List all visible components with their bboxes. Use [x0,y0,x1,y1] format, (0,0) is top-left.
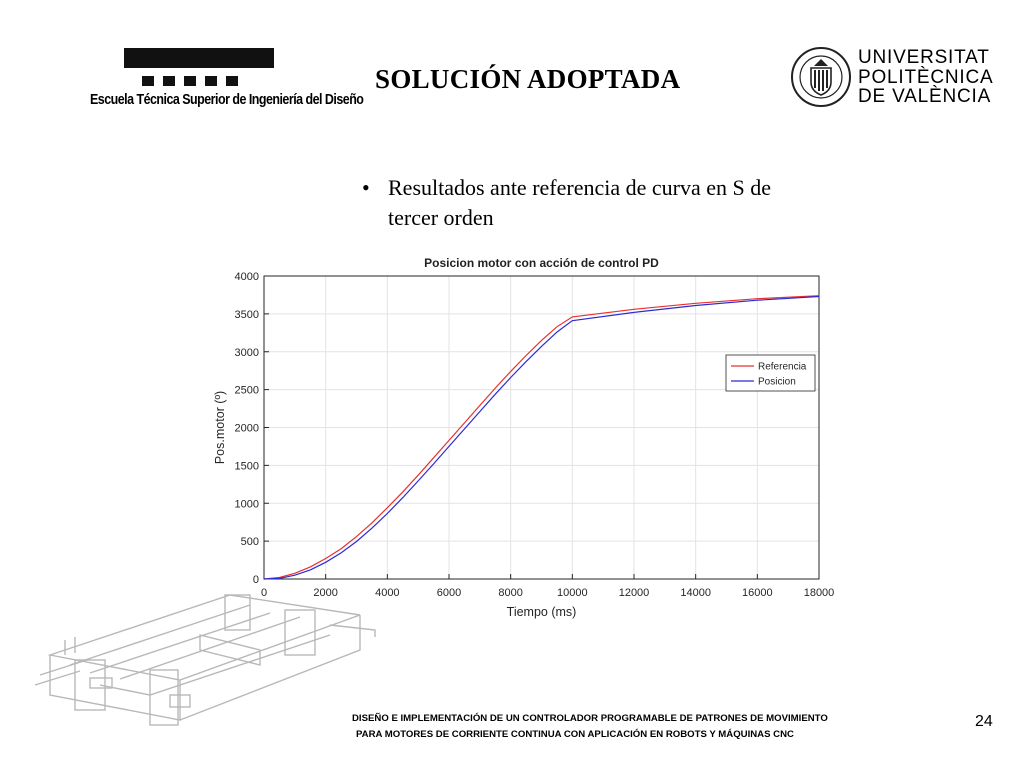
y-tick-label: 1000 [234,498,259,511]
chart-title: Posicion motor con acción de control PD [424,256,659,270]
y-tick-label: 0 [252,574,259,586]
school-logo-dots [142,76,238,86]
x-tick-label: 14000 [680,587,711,599]
footer-line-2: PARA MOTORES DE CORRIENTE CONTINUA CON APLICACIÓN EN ROBOTS Y MÁQUINAS CNC [356,729,794,740]
legend-label: Posicion [758,376,796,388]
x-tick-label: 6000 [436,587,462,599]
chart-y-axis-label: Pos.motor (º) [213,390,227,465]
legend-label: Referencia [758,361,807,373]
school-logo [90,46,364,116]
y-tick-label: 1500 [234,460,259,473]
x-tick-label: 16000 [742,587,773,599]
x-tick-label: 8000 [498,587,523,599]
page-number: 24 [975,713,993,730]
y-tick-label: 500 [240,536,259,549]
footer-line-1: DISEÑO E IMPLEMENTACIÓN DE UN CONTROLADOR PROGRAMABLE DE PATRONES DE MOVIMIENTO [352,713,828,724]
university-line-3: DE VALÈNCIA [858,86,992,107]
university-seal-icon [790,46,852,108]
bullet-dot-icon: • [362,175,370,200]
university-line-2: POLITÈCNICA [858,66,994,88]
school-name: Escuela Técnica Superior de Ingeniería del Diseño [90,92,364,108]
y-tick-label: 2000 [234,422,259,435]
x-tick-label: 2000 [313,587,338,599]
chart-x-axis-label: Tiempo (ms) [506,605,577,619]
x-tick-label: 4000 [375,587,400,599]
chart-grid [264,276,819,579]
chart-legend [726,355,815,391]
slide-title: SOLUCIÓN ADOPTADA [375,64,681,94]
y-tick-label: 2500 [234,384,259,397]
position-chart [200,248,850,628]
x-tick-label: 12000 [618,587,650,599]
x-tick-label: 0 [260,587,268,599]
bullet-text: Resultados ante referencia de curva en S de tercer orden [388,175,771,230]
x-tick-label: 18000 [803,587,835,599]
footer [352,711,828,743]
y-tick-label: 4000 [234,271,259,283]
y-tick-label: 3000 [234,346,259,359]
university-name [858,48,994,107]
university-line-1: UNIVERSITAT [858,47,990,68]
university-logo [790,46,994,110]
y-tick-label: 3500 [234,308,259,321]
x-tick-label: 10000 [557,587,588,599]
